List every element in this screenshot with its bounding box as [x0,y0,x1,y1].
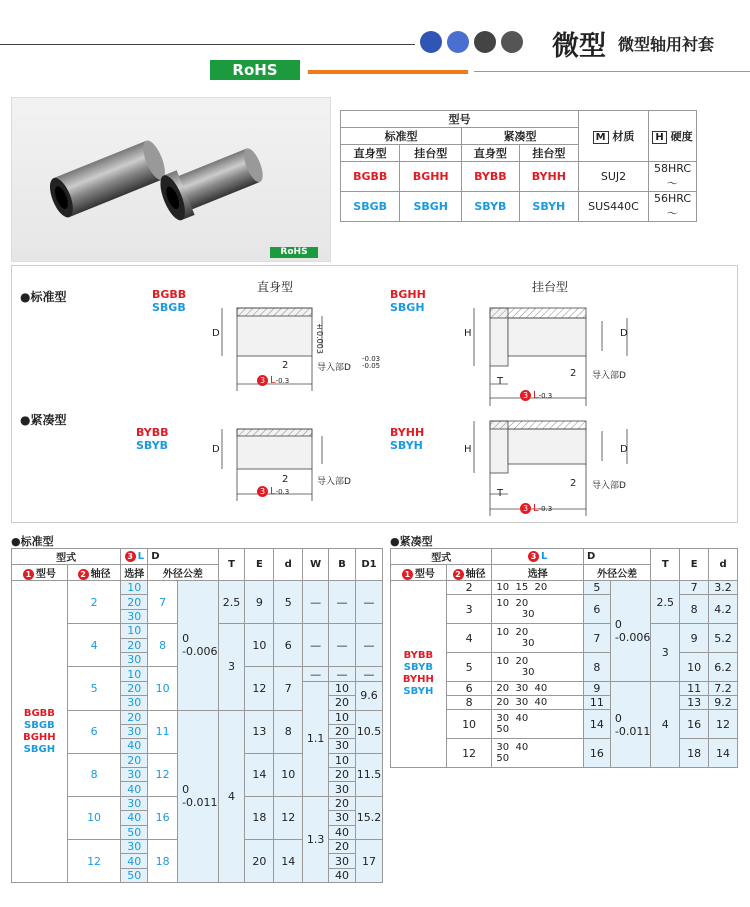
th-W: W [303,549,329,581]
model-code: BGHH [23,731,56,743]
L-label: L [533,503,539,514]
straight-title: 直身型 [257,280,294,294]
L-circle: 3 [257,486,268,497]
th-L: 3 L [121,549,148,565]
th-E: E [680,549,709,581]
shaft-diameter: 5 [67,667,121,710]
L-option: 40 [121,739,148,753]
B-value: 30 [329,811,356,825]
W-value: 1.3 [303,796,329,882]
dim-lead-in: 导入部D [317,363,351,373]
T-value: 4 [651,682,680,768]
th-D-tol: 外径公差 [584,565,651,581]
th-D: D [148,549,218,565]
L-circle: 3 [257,375,268,386]
L-tol: -0.3 [275,377,290,385]
th-model-text: 型号 [35,569,56,580]
E-value: 9 [680,624,709,653]
L-option: 30 [121,652,148,666]
dim-2: 2 [282,360,289,371]
model-code: SBYH [403,686,434,697]
tolerance-value: -0.011 [182,796,218,810]
model-code: SBGH [23,743,56,755]
B-value: 10 [329,710,356,724]
L-option: 50 [121,868,148,882]
d-value: 7.2 [709,682,738,696]
d-value: 6 [274,624,303,667]
outer-diameter: 8 [584,653,611,682]
tolerance-value: 0 [182,783,190,797]
tolerance-value: -0.006 [614,631,651,644]
dim-D: D [620,444,628,455]
d-value: 14 [274,840,303,883]
cell-code: BYHH [519,162,578,192]
cell-code: SBYB [462,192,520,222]
B-value: 40 [329,825,356,839]
L-option: 30 [121,840,148,854]
d-value: 9.2 [709,696,738,710]
L-label: L [533,390,539,401]
outer-diameter: 7 [148,581,178,624]
shaft-diameter: 8 [67,753,121,796]
L-option: 20 30 40 [492,696,584,710]
outer-diameter: 14 [584,710,611,739]
cell-hardness: 56HRC～ [649,192,697,222]
B-value: 30 [329,854,356,868]
E-value: 9 [245,581,274,624]
B-value: 20 [329,796,356,810]
tolerance [610,682,650,768]
model-code: SBGB [24,719,55,731]
D1-value: 11.5 [355,753,382,796]
th-D-tol: 外径公差 [148,565,218,581]
model-code: BYHH [402,674,434,685]
dim-H: H [464,328,472,339]
dim-D: D [212,444,220,455]
std-type-label: ●标准型 [20,290,67,304]
th-model: 1 型号 [391,565,447,581]
L-option: 20 [121,681,148,695]
dim-tol [362,356,380,370]
th-compact: 紧凑型 [462,128,579,145]
T-value: 2.5 [218,581,245,624]
D1-value: 15.2 [355,796,382,839]
L-option: 10 20 30 [492,653,584,682]
material-table [340,110,697,222]
shaft-diameter: 3 [446,595,492,624]
th-hardness-label: 硬度 [670,130,693,143]
tolerance [178,581,218,711]
tolerance-value: 0 [614,711,622,725]
W-value: 1.1 [303,681,329,796]
E-value: 13 [245,710,274,753]
L-option: 40 [121,854,148,868]
cell-code: SBGH [400,192,462,222]
table-row [341,162,697,192]
code-byhh: BYHH [390,426,425,439]
dim-L [257,375,289,386]
L-option: 30 [121,609,148,623]
D1-value: — [355,667,382,681]
shaft-diameter: 10 [446,710,492,739]
compact-table-title: ●紧凑型 [390,535,433,548]
th-model: 型号 [341,111,579,128]
th-straight: 直身型 [341,145,400,162]
shaft-diameter: 2 [446,581,492,595]
dim-H: H [464,444,472,455]
E-value: 8 [680,595,709,624]
cell-hardness: 58HRC～ [649,162,697,192]
d-value: 8 [274,710,303,753]
model-list [12,581,68,883]
L-tol: -0.3 [538,392,553,400]
L-circle: 3 [520,503,531,514]
cell-material: SUJ2 [579,162,649,192]
th-d: d [709,549,738,581]
T-value: 2.5 [651,581,680,624]
dim-D: D [620,328,628,339]
D1-value: — [355,624,382,667]
dim-L [520,390,552,401]
std-table-title: ●标准型 [11,535,54,548]
th-T: T [651,549,680,581]
model-list [391,581,447,768]
L-label: L [270,375,276,386]
compact-spec-table [390,548,738,768]
L-option: 20 [121,638,148,652]
E-value: 13 [680,696,709,710]
E-value: 12 [245,667,274,710]
d-value: 14 [709,739,738,768]
th-shaft-text: 轴径 [465,569,486,580]
tolerance-value: 0 [182,632,190,646]
L-option: 30 40 50 [492,739,584,768]
tol-dn: -0.05 [362,362,381,370]
code-sbgb: SBGB [152,301,186,314]
B-value: 20 [329,768,356,782]
dim-T: T [497,376,504,387]
E-value: 18 [680,739,709,768]
E-value: 10 [245,624,274,667]
th-L: 3 L [492,549,584,565]
shaft-diameter: 10 [67,796,121,839]
D1-value: — [355,581,382,624]
dim-d: ±0.003 [315,322,324,354]
dimension-drawings [11,265,738,523]
E-value: 10 [680,653,709,682]
std-spec-table [11,548,383,883]
L-option: 30 40 50 [492,710,584,739]
outer-diameter: 11 [148,710,178,753]
shaft-diameter: 4 [446,624,492,653]
d-value: 3.2 [709,581,738,595]
cell-code: SBYH [519,192,578,222]
code-sbyh: SBYH [390,439,423,452]
B-value: 10 [329,753,356,767]
outer-diameter: 16 [148,796,178,839]
L-tol: -0.3 [275,488,290,496]
L-option: 40 [121,782,148,796]
outer-diameter: 5 [584,581,611,595]
outer-diameter: 11 [584,696,611,710]
dark-dot-icon [474,31,496,53]
cell-code: BGHH [400,162,462,192]
L-option: 30 [121,724,148,738]
dim-lead-in: 导入部D [592,481,626,491]
outer-diameter: 9 [584,682,611,696]
shaft-diameter: 6 [446,682,492,696]
material-icon: M [593,131,609,144]
shaft-diameter: 6 [67,710,121,753]
L-label: L [270,486,276,497]
cell-code: SBGB [341,192,400,222]
d-value: 10 [274,753,303,796]
tolerance [610,581,650,682]
tolerance-value: 0 [614,618,622,631]
W-value: — [303,581,329,624]
L-circle: 3 [520,390,531,401]
technical-drawing [12,266,739,524]
th-D: D [584,549,651,565]
th-type: 型式 [391,549,492,565]
B-value: 30 [329,782,356,796]
cell-code: BGBB [341,162,400,192]
T-value: 3 [218,624,245,710]
B-value: — [329,667,356,681]
page-title: 微型 [552,31,606,62]
compact-type-label: ●紧凑型 [20,413,67,427]
th-material [579,111,649,162]
th-B: B [329,549,356,581]
th-model: 1 型号 [12,565,68,581]
E-value: 14 [245,753,274,796]
model-code: SBYB [403,662,433,673]
B-value: 30 [329,739,356,753]
code-bgbb: BGBB [152,288,187,301]
dark-dot-icon [501,31,523,53]
D1-value: 9.6 [355,681,382,710]
code-sbyb: SBYB [136,439,169,452]
dim-lead-in: 导入部D [592,371,626,381]
L-option: 40 [121,811,148,825]
th-flange: 挂台型 [400,145,462,162]
th-L-text: L [541,551,548,562]
B-value: 20 [329,696,356,710]
table-row [12,581,383,595]
outer-diameter: 10 [148,667,178,710]
L-option: 10 20 30 [492,595,584,624]
dim-lead-in: 导入部D [317,477,351,487]
d-value: 6.2 [709,653,738,682]
tolerance-value: -0.011 [614,724,651,738]
L-option: 10 15 20 [492,581,584,595]
L-option: 50 [121,825,148,839]
d-value: 5.2 [709,624,738,653]
model-code: BYBB [403,650,434,661]
product-photo [11,97,331,262]
th-type: 型式 [12,549,121,565]
th-L-select: 选择 [121,565,148,581]
th-std: 标准型 [341,128,462,145]
B-value: — [329,624,356,667]
cell-code: BYBB [462,162,520,192]
table-row [341,192,697,222]
dim-L [520,503,552,514]
th-hardness [649,111,697,162]
outer-diameter: 16 [584,739,611,768]
outer-diameter: 7 [584,624,611,653]
L-tol: -0.3 [538,505,553,513]
th-T: T [218,549,245,581]
shaft-diameter: 8 [446,696,492,710]
th-material-label: 材质 [612,130,635,143]
rohs-badge: RoHS [210,60,300,80]
L-option: 20 [121,595,148,609]
d-value: 7 [274,667,303,710]
bushing-image [12,98,332,263]
dim-2: 2 [570,478,577,489]
outer-diameter: 12 [148,753,178,796]
dim-2: 2 [282,474,289,485]
th-straight: 直身型 [462,145,520,162]
dim-2: 2 [570,368,577,379]
th-d: d [274,549,303,581]
divider [474,71,750,72]
shaft-diameter: 12 [67,840,121,883]
L-option: 10 [121,624,148,638]
L-option: 10 20 30 [492,624,584,653]
outer-diameter: 18 [148,840,178,883]
th-flange: 挂台型 [519,145,578,162]
code-sbgh: SBGH [390,301,425,314]
B-value: — [329,581,356,624]
blue-dot-icon [447,31,469,53]
L-option: 30 [121,696,148,710]
th-L-text: L [137,551,144,562]
W-value: — [303,624,329,667]
dim-D: D [212,328,220,339]
L-option: 20 [121,710,148,724]
T-value: 3 [651,624,680,682]
E-value: 16 [680,710,709,739]
B-value: 20 [329,840,356,854]
shaft-diameter: 2 [67,581,121,624]
E-value: 18 [245,796,274,839]
th-model-text: 型号 [414,569,435,580]
th-D1: D1 [355,549,382,581]
L-option: 20 [121,753,148,767]
B-value: 10 [329,681,356,695]
rohs-badge-small: RoHS [270,247,318,258]
model-code: BGBB [23,707,55,719]
header-rule [0,44,415,45]
shaft-diameter: 12 [446,739,492,768]
flange-title: 挂台型 [532,280,569,294]
cell-material: SUS440C [579,192,649,222]
blue-dot-icon [420,31,442,53]
code-bybb: BYBB [136,426,169,439]
tol-up: -0.03 [362,355,381,363]
d-value: 12 [274,796,303,839]
E-value: 20 [245,840,274,883]
D1-value: 10.5 [355,710,382,753]
th-shaft: 2 轴径 [67,565,121,581]
tolerance [178,710,218,883]
L-option: 30 [121,768,148,782]
d-value: 5 [274,581,303,624]
dim-L [257,486,289,497]
T-value: 4 [218,710,245,883]
code-bghh: BGHH [390,288,426,301]
L-option: 10 [121,581,148,595]
accent-bar [308,70,468,74]
page-subtitle: 微型轴用衬套 [618,35,715,54]
th-E: E [245,549,274,581]
tolerance-value: -0.006 [182,645,218,659]
d-value: 4.2 [709,595,738,624]
th-shaft-text: 轴径 [90,569,111,580]
D1-value: 17 [355,840,382,883]
L-option: 20 30 40 [492,682,584,696]
W-value: — [303,667,329,681]
E-value: 7 [680,581,709,595]
hardness-icon: H [652,131,666,144]
dim-T: T [497,488,504,499]
th-L-select: 选择 [492,565,584,581]
table-row [391,581,738,595]
th-shaft: 2 轴径 [446,565,492,581]
shaft-diameter: 5 [446,653,492,682]
E-value: 11 [680,682,709,696]
B-value: 40 [329,868,356,882]
outer-diameter: 8 [148,624,178,667]
d-value: 12 [709,710,738,739]
L-option: 30 [121,796,148,810]
L-option: 10 [121,667,148,681]
shaft-diameter: 4 [67,624,121,667]
B-value: 20 [329,724,356,738]
outer-diameter: 6 [584,595,611,624]
